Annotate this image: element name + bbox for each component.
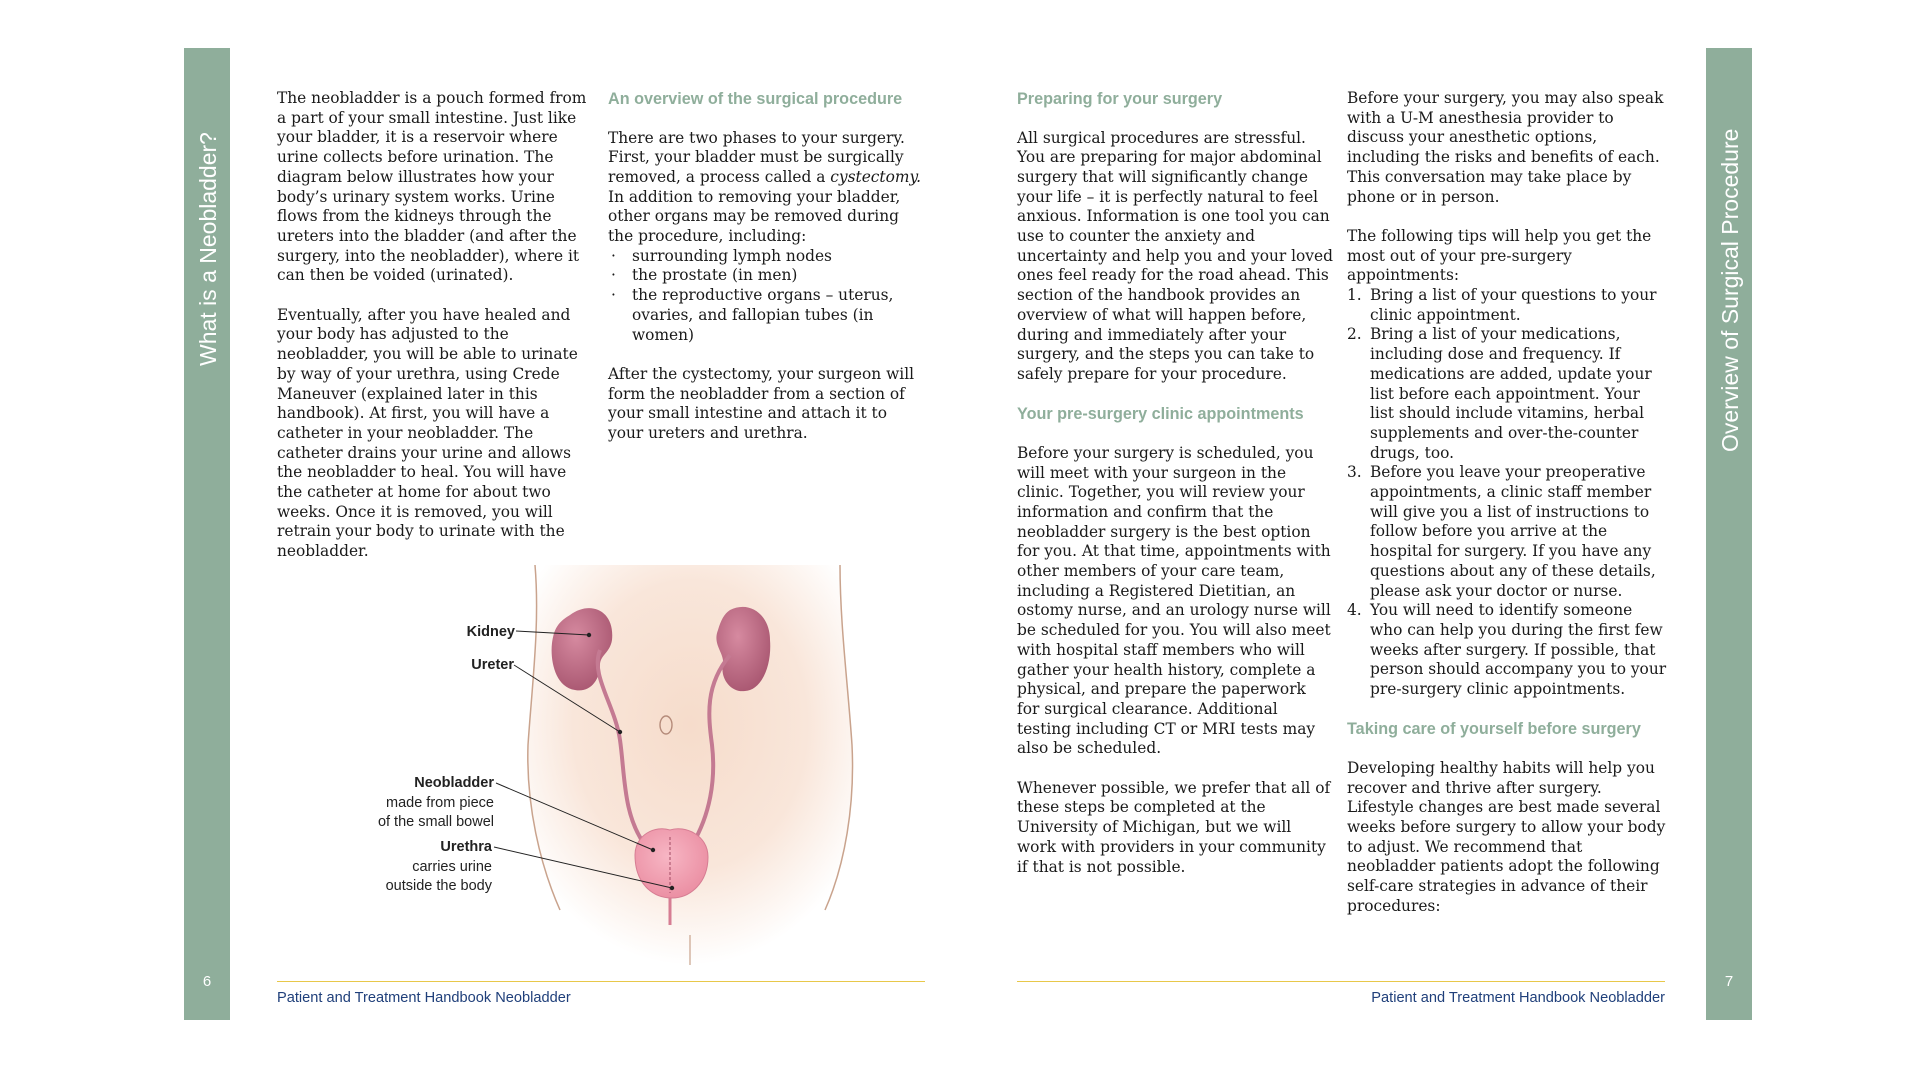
ureter-label: Ureter [471, 657, 514, 673]
healthy-habits-paragraph: Developing healthy habits will help you recover and thrive after surgery. Lifestyle changes are best made several weeks before surgery to allow your body to adjust. We recommend that neobladder patients adopt the following self-care strategies in advance of their procedures: [1347, 758, 1666, 915]
list-item: · surrounding lymph nodes [608, 247, 923, 267]
urethra-sublabel-2: outside the body [385, 878, 492, 894]
urethra-pointer-dot [670, 886, 674, 890]
surgery-phases-text: There are two phases to your surgery. First, your bladder must be surgically removed, a process called a [608, 128, 905, 186]
list-item-text: Before you leave your preoperative appointments, a clinic staff member will give you a list of instructions to follow before you arrive at the hospital for surgery. If you have any questions about any of these details, please ask your doctor or nurse. [1370, 463, 1656, 600]
list-item-text: You will need to identify someone who can help you during the first few weeks after surgery. If possible, that person should accompany you to your pre-surgery clinic appointments. [1370, 601, 1667, 699]
neobladder-sublabel-2: of the small bowel [377, 814, 494, 830]
left-column-1 [277, 89, 595, 582]
ureter-pointer-dot [618, 730, 622, 734]
neobladder-sublabel-1: made from piece [386, 795, 494, 811]
surgical-overview-heading: An overview of the surgical procedure [608, 90, 903, 108]
um-preference-paragraph: Whenever possible, we prefer that all of these steps be completed at the University of Michigan, but we will work with providers in your community if that is not possible. [1017, 778, 1331, 876]
list-item [1347, 463, 1667, 601]
self-care-heading: Taking care of yourself before surgery [1347, 720, 1641, 739]
left-column-2 [608, 89, 923, 463]
left-section-tab [184, 48, 230, 1020]
surgery-phases-paragraph [608, 129, 923, 247]
right-page-number: 7 [1724, 973, 1734, 990]
neobladder-pointer-dot [651, 848, 655, 852]
list-item [1347, 325, 1667, 463]
right-section-title: Overview of Surgical Procedure [1717, 128, 1743, 452]
surgery-phases-text-continued: In addition to removing your bladder, other organs may be removed during the procedure, including: [608, 187, 901, 246]
tips-intro-paragraph: The following tips will help you get the most out of your pre-surgery appointments: [1347, 226, 1652, 285]
preparing-paragraph: All surgical procedures are stressful. You are preparing for major abdominal surgery that will significantly change your life – it is perfectly natural to feel anxious. Information is one tool you can use to counter the anxiety and uncertainty and help you and your loved ones feel ready for the road ahead. This section of the handbook provides an overview of what will happen before, during and immediately after your surgery, and the steps you can take to safely prepare for your procedure. [1017, 128, 1333, 383]
right-kidney [716, 607, 770, 691]
pre-surgery-appointments-heading: Your pre-surgery clinic appointments [1017, 405, 1304, 424]
urethra-label: Urethra [440, 839, 492, 855]
right-column-1 [1017, 89, 1333, 897]
list-item: · the reproductive organs – uterus, ovaries, and fallopian tubes (in women) [608, 286, 923, 345]
left-footer-text: Patient and Treatment Handbook Neobladder [277, 990, 571, 1006]
neobladder-label: Neobladder [414, 775, 494, 791]
right-column-2 [1347, 89, 1667, 936]
urethra-sublabel-1: carries urine [412, 859, 492, 875]
list-number: 2. [1347, 325, 1362, 344]
list-number: 4. [1347, 601, 1362, 620]
right-section-tab [1706, 48, 1752, 1020]
list-number: 1. [1347, 286, 1362, 305]
urinary-system-diagram [377, 565, 860, 965]
anesthesia-paragraph: Before your surgery, you may also speak with a U-M anesthesia provider to discuss your anesthetic options, including the risks and benefits of each. This conversation may take place by phone or in person. [1347, 89, 1664, 206]
list-item: · the prostate (in men) [608, 266, 923, 286]
neobladder-formation-paragraph: After the cystectomy, your surgeon will form the neobladder from a section of your small intestine and attach it to your ureters and urethra. [608, 364, 915, 443]
kidney-label: Kidney [466, 624, 515, 640]
cystectomy-term: cystectomy. [830, 167, 922, 186]
neobladder-adjustment-paragraph: Eventually, after you have healed and your body has adjusted to the neobladder, you will be able to urinate by way of your urethra, using Crede Maneuver (explained later in this handbook). At first, you will have a catheter in your neobladder. The catheter drains your urine and allows the neobladder to heal. You will have the catheter at home for about two weeks. Once it is removed, you will retrain your body to urinate with the neobladder. [277, 305, 578, 561]
kidney-pointer-dot [587, 633, 591, 637]
list-item-text: Bring a list of your questions to your clinic appointment. [1370, 286, 1657, 324]
left-page-number: 6 [202, 973, 212, 990]
right-footer-text: Patient and Treatment Handbook Neobladder [1371, 990, 1665, 1006]
list-item [1347, 286, 1667, 325]
right-footer-rule [1017, 981, 1665, 982]
tips-list [1347, 286, 1667, 700]
appointments-paragraph: Before your surgery is scheduled, you will meet with your surgeon in the clinic. Together, you will review your information and confirm that the neobladder surgery is the best option for you. At that time, appointments with other members of your care team, including a Registered Dietitian, an ostomy nurse, and an urology nurse will be scheduled for you. You will also meet with hospital staff members who will gather your health history, complete a physical, and prepare the paperwork for surgical clearance. Additional testing including CT or MRI tests may also be scheduled. [1017, 443, 1331, 758]
list-number: 3. [1347, 463, 1362, 482]
removed-organs-list [608, 247, 923, 346]
left-footer-rule [277, 981, 925, 982]
left-section-title: What is a Neobladder? [195, 132, 221, 366]
neobladder-definition-paragraph: The neobladder is a pouch formed from a part of your small intestine. Just like your bladder, it is a reservoir where urine collects before urination. The diagram below illustrates how your body’s urinary system works. Urine flows from the kidneys through the ureters into the bladder (and after the surgery, into the neobladder), where it can then be voided (urinated). [277, 89, 587, 285]
list-item-text: Bring a list of your medications, including dose and frequency. If medications are added, update your list before each appointment. Your list should include vitamins, herbal supplements and over-the-counter drugs, too. [1370, 325, 1652, 462]
preparing-heading: Preparing for your surgery [1017, 90, 1223, 108]
list-item [1347, 601, 1667, 700]
